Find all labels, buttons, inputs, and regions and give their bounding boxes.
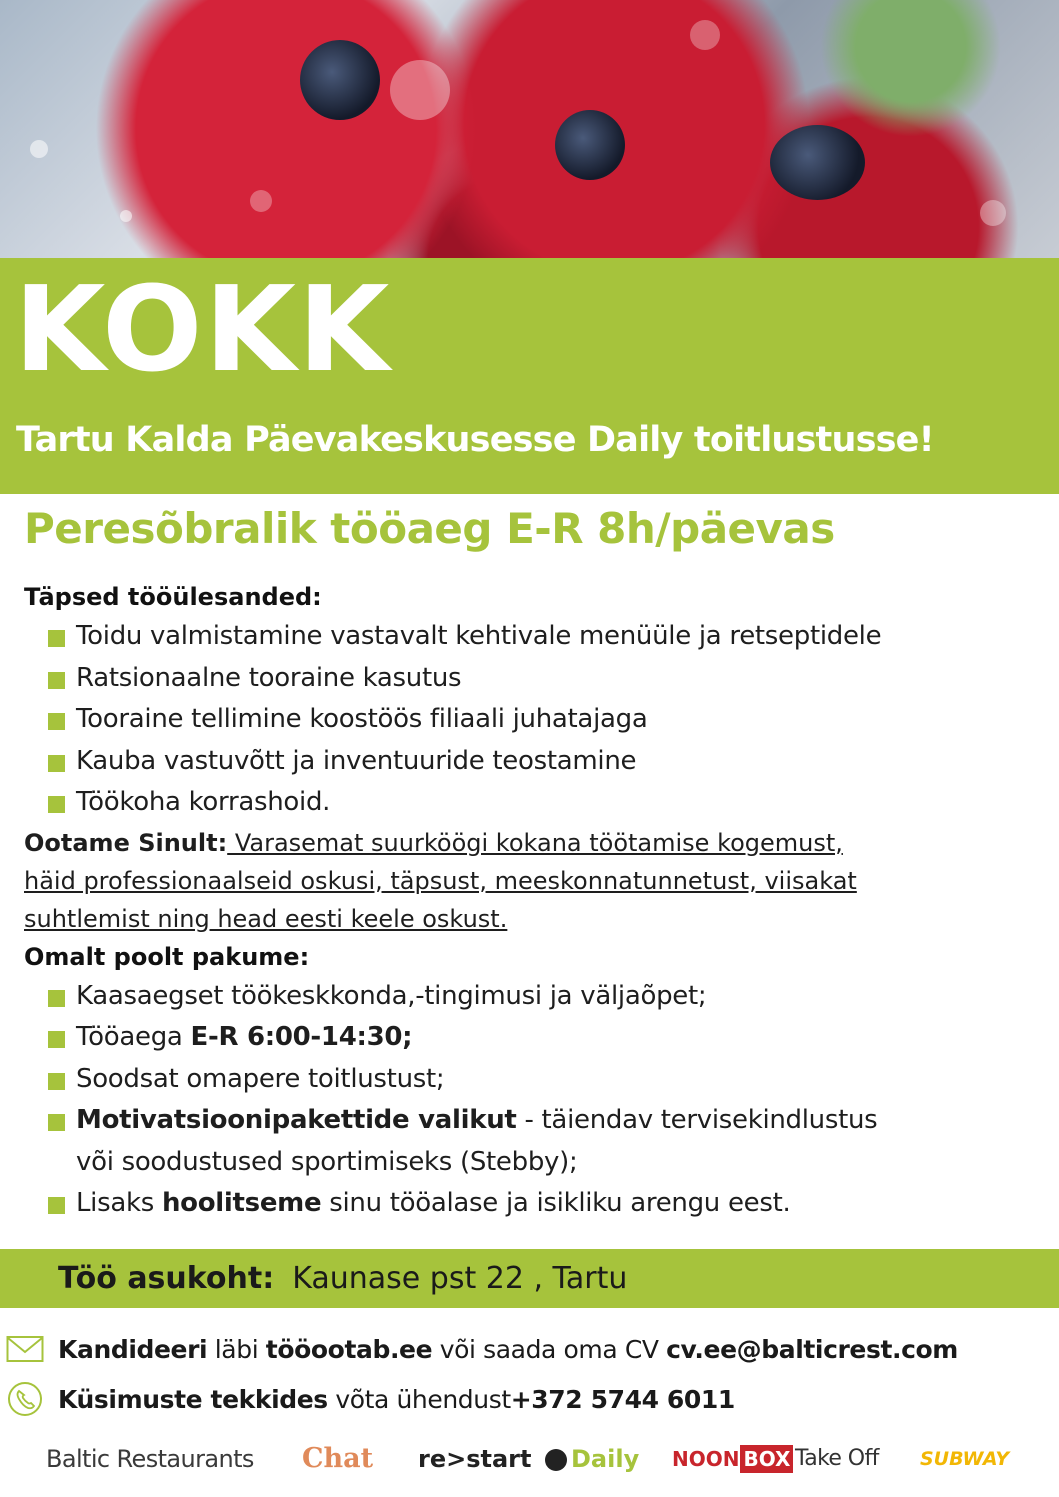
duties-heading: Täpsed tööülesanded:: [24, 583, 322, 611]
list-item: Ratsionaalne tooraine kasutus: [48, 658, 1044, 700]
bullet-square-icon: [48, 990, 65, 1007]
berry-calyx: [555, 110, 625, 180]
offer-list: [24, 976, 1044, 1225]
water-drop: [30, 140, 48, 158]
bullet-square-icon: [48, 1073, 65, 1090]
bullet-square-icon: [48, 796, 65, 813]
bullet-square-icon: [48, 1031, 65, 1048]
restart-logo: re>start: [418, 1445, 532, 1473]
requirements-paragraph: Ootame Sinult: Varasemat suurköögi kokana töötamise kogemust, häid professionaalseid oskusi, täpsust, meeskonnatunnetust, viisakat suhtlemist ning head eesti keele oskust.: [24, 828, 857, 933]
list-item: Kaasaegset töökeskkonda,-tingimusi ja väljaõpet;: [48, 976, 1044, 1018]
bullet-square-icon: [48, 713, 65, 730]
bullet-square-icon: [48, 755, 65, 772]
location: [58, 1257, 627, 1301]
list-item: Tööaega E-R 6:00-14:30;: [48, 1017, 1044, 1059]
brand-logos: [0, 1436, 1059, 1482]
noonbox-logo: NOON BOX: [672, 1440, 793, 1478]
daily-logo: Daily: [545, 1440, 639, 1478]
job-description: [24, 578, 1044, 1224]
list-item: Motivatsioonipakettide valikut - täiendav tervisekindlustus või soodustused sportimiseks (Stebby);: [48, 1100, 1044, 1183]
questions-line: [0, 1378, 1059, 1422]
apply-line: [0, 1328, 1059, 1372]
phone-icon: [6, 1380, 44, 1422]
water-drop: [690, 20, 720, 50]
chat-logo: Chat: [302, 1443, 374, 1474]
location-address: Kaunase pst 22 , Tartu: [292, 1261, 628, 1296]
berry-calyx: [770, 125, 865, 200]
water-drop: [250, 190, 272, 212]
take-off-logo: Take Off: [795, 1446, 879, 1471]
bullet-square-icon: [48, 672, 65, 689]
phone-number[interactable]: +372 5744 6011: [510, 1385, 735, 1414]
job-title: KOKK: [14, 260, 392, 398]
daily-dot-icon: [545, 1449, 567, 1471]
offer-heading: Omalt poolt pakume:: [24, 942, 310, 971]
subway-logo: SUBWAY: [920, 1448, 1010, 1470]
list-item: Soodsat omapere toitlustust;: [48, 1059, 1044, 1101]
envelope-icon: [6, 1334, 44, 1368]
hours-heading: Peresõbralik tööaeg E-R 8h/päevas: [24, 504, 835, 553]
list-item: Tooraine tellimine koostöös filiaali juhatajaga: [48, 699, 1044, 741]
berry-calyx: [300, 40, 380, 120]
requirements-label: Ootame Sinult:: [24, 828, 228, 857]
location-label: Töö asukoht:: [58, 1261, 275, 1296]
hero-photo: [0, 0, 1059, 258]
bullet-square-icon: [48, 630, 65, 647]
water-drop: [390, 60, 450, 120]
questions-text: Küsimuste tekkides võta ühendust+372 5744 6011: [58, 1385, 735, 1414]
bullet-square-icon: [48, 1114, 65, 1131]
list-item: Toidu valmistamine vastavalt kehtivale menüüle ja retseptidele: [48, 616, 1044, 658]
job-portal-link[interactable]: tööootab.ee: [265, 1335, 433, 1364]
bullet-square-icon: [48, 1197, 65, 1214]
email-link[interactable]: cv.ee@balticrest.com: [666, 1335, 958, 1364]
list-item: Töökoha korrashoid.: [48, 782, 1044, 824]
apply-text: Kandideeri läbi tööootab.ee või saada oma CV cv.ee@balticrest.com: [58, 1335, 958, 1364]
water-drop: [120, 210, 132, 222]
duties-list: [24, 616, 1044, 824]
baltic-restaurants-logo: Baltic Restaurants: [46, 1445, 254, 1473]
job-subtitle: Tartu Kalda Päevakeskusesse Daily toitlustusse!: [16, 420, 934, 460]
water-drop: [980, 200, 1006, 226]
list-item: Kauba vastuvõtt ja inventuuride teostamine: [48, 741, 1044, 783]
list-item: Lisaks hoolitseme sinu tööalase ja isikliku arengu eest.: [48, 1183, 1044, 1225]
